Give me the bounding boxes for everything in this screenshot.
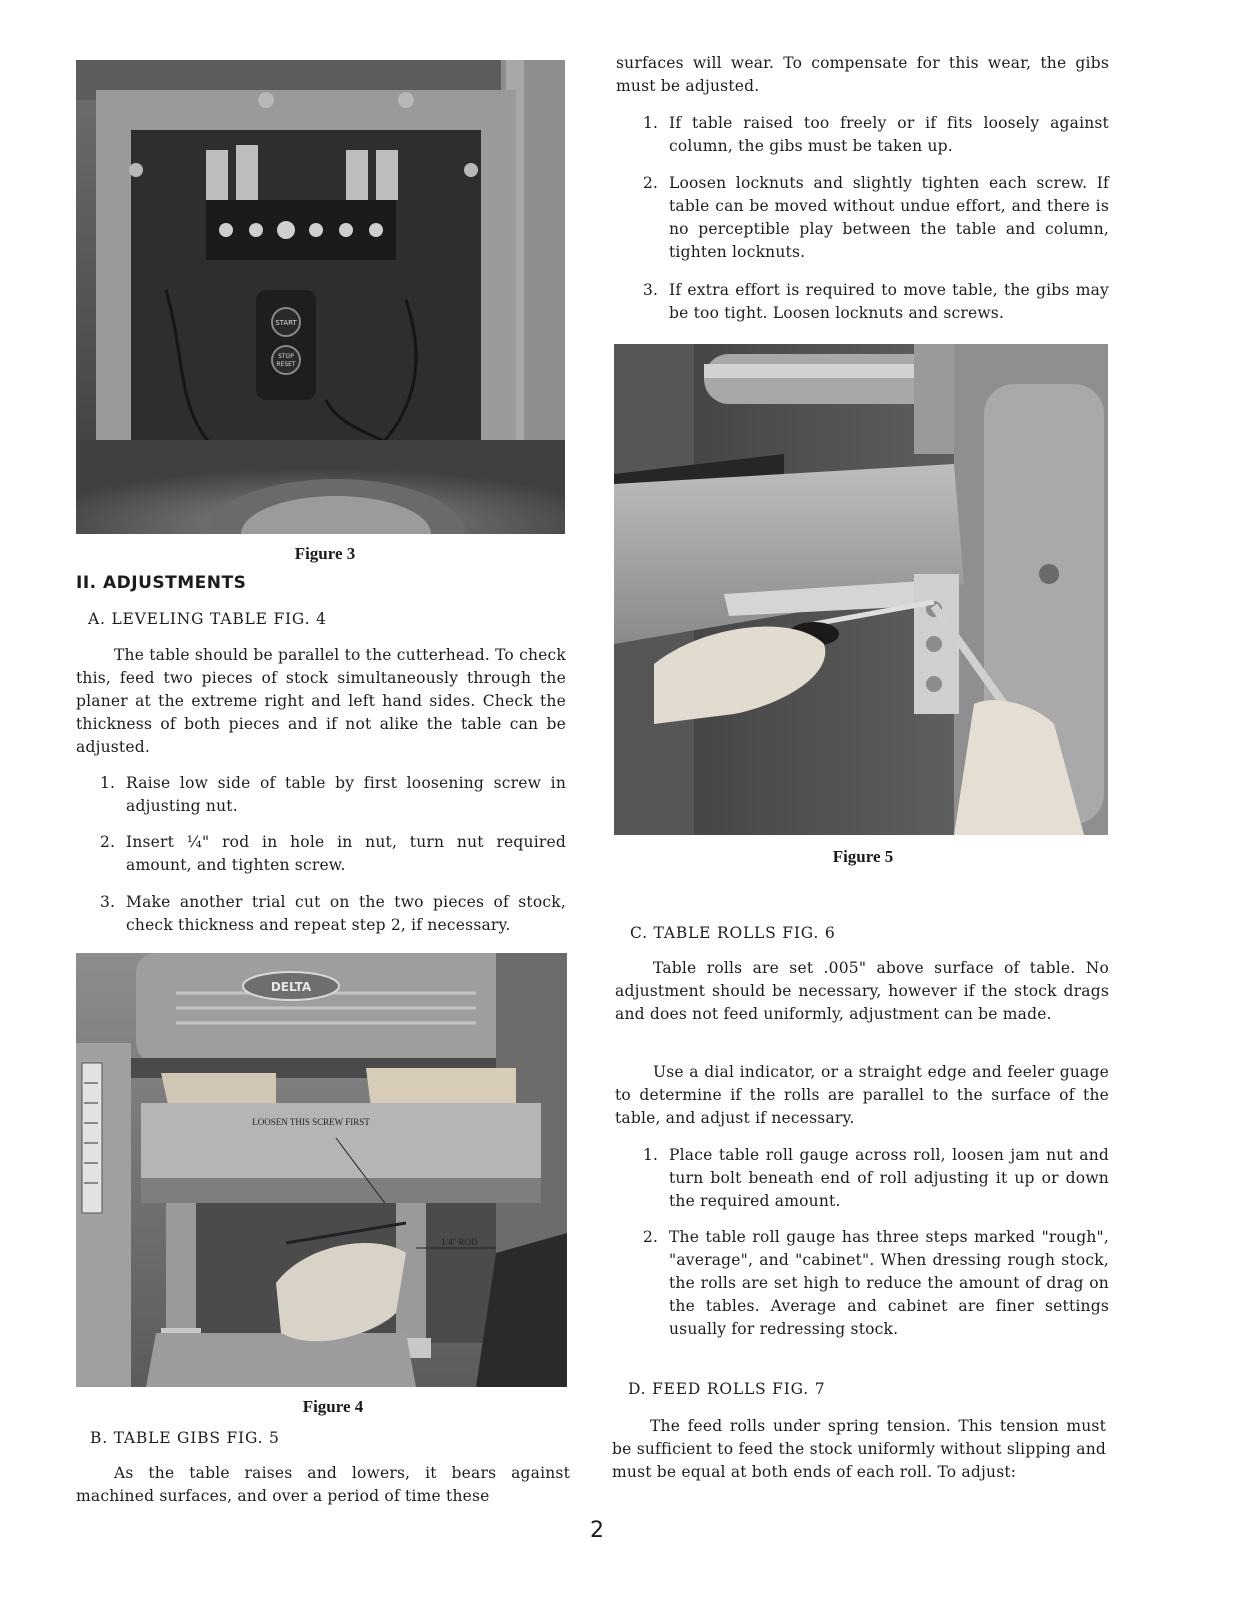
list-item-number: 2. [643,1228,659,1246]
figure-4-caption: Figure 4 [302,1397,364,1416]
list-item-text: The table roll gauge has three steps marked "rough", "average", and "cabinet". When dressing rough stock, the rolls are set high to reduce the amount of drag on the tables. Average and cabinet are finer settings usually for redressing stock. [669,1228,1109,1338]
list-item-number: 1. [100,774,116,792]
list-item-text: If table raised too freely or if fits loosely against column, the gibs must be taken up. [669,114,1109,155]
list-item [643,1144,1109,1213]
list-item-number: 2. [100,833,116,851]
subheading-leveling-table: A. LEVELING TABLE FIG. 4 [88,610,327,628]
leveling-table-paragraph [76,644,566,759]
list-item [643,172,1109,264]
rod-callout: 1/4" ROD [441,1237,478,1247]
list-item [100,891,566,937]
list-item-number: 2. [643,174,659,192]
table-gibs-continued-text: surfaces will wear. To compensate for this wear, the gibs must be adjusted. [616,54,1109,95]
figure-5-photo [614,344,1108,835]
figure-4-photo [76,953,567,1387]
table-gibs-paragraph [76,1462,570,1508]
page-number: 2 [590,1518,604,1543]
table-rolls-paragraph-1 [615,957,1109,1026]
list-item-text: Make another trial cut on the two pieces of stock, check thickness and repeat step 2, if necessary. [126,893,566,934]
list-item-number: 1. [643,1146,659,1164]
list-item [100,831,566,877]
list-item-number: 3. [100,893,116,911]
leveling-table-text: The table should be parallel to the cutterhead. To check this, feed two pieces of stock simultaneously through the planer at the extreme right and left hand sides. Check the thickness of both pieces and if not alike the table can be adjusted. [76,646,566,756]
loosen-screw-callout: LOOSEN THIS SCREW FIRST [252,1117,370,1127]
table-gibs-continued [616,52,1109,98]
table-rolls-text-2: Use a dial indicator, or a straight edge and feeler guage to determine if the rolls are parallel to the surface of the table, and adjust if necessary. [615,1063,1109,1127]
list-item [643,279,1109,325]
list-item [643,112,1109,158]
list-item [643,1226,1109,1364]
list-item-text: Insert ¼" rod in hole in nut, turn nut required amount, and tighten screw. [126,833,566,874]
list-item [100,772,566,818]
list-item-number: 3. [643,281,659,299]
figure-5-caption: Figure 5 [832,847,894,866]
list-item-number: 1. [643,114,659,132]
figure-3-caption: Figure 3 [294,544,356,563]
subheading-table-gibs: B. TABLE GIBS FIG. 5 [90,1429,280,1447]
feed-rolls-text: The feed rolls under spring tension. This tension must be sufficient to feed the stock uniformly without slipping and must be equal at both ends of each roll. To adjust: [612,1417,1106,1481]
list-item-text: If extra effort is required to move table, the gibs may be too tight. Loosen locknuts and screws. [669,281,1109,322]
start-button-label: START [275,319,297,327]
feed-rolls-paragraph [612,1415,1106,1484]
section-title: II. ADJUSTMENTS [76,573,247,593]
table-rolls-text-1: Table rolls are set .005" above surface of table. No adjustment should be necessary, however if the stock drags and does not feed uniformly, adjustment can be made. [615,959,1109,1023]
list-item-text: Raise low side of table by first loosening screw in adjusting nut. [126,774,566,815]
table-rolls-paragraph-2 [615,1061,1109,1130]
reset-button-label: RESET [276,361,296,368]
table-gibs-text: As the table raises and lowers, it bears against machined surfaces, and over a period of time these [76,1464,570,1505]
subheading-table-rolls: C. TABLE ROLLS FIG. 6 [630,924,836,942]
stop-button-label: STOP [278,353,294,360]
list-item-text: Loosen locknuts and slightly tighten each screw. If table can be moved without undue effort, and there is no perceptible play between the table and column, tighten locknuts. [669,174,1109,261]
delta-logo: DELTA [270,980,312,994]
list-item-text: Place table roll gauge across roll, loosen jam nut and turn bolt beneath end of roll adjusting it up or down the required amount. [669,1146,1109,1210]
figure-3-photo [76,60,565,534]
subheading-feed-rolls: D. FEED ROLLS FIG. 7 [628,1380,826,1398]
